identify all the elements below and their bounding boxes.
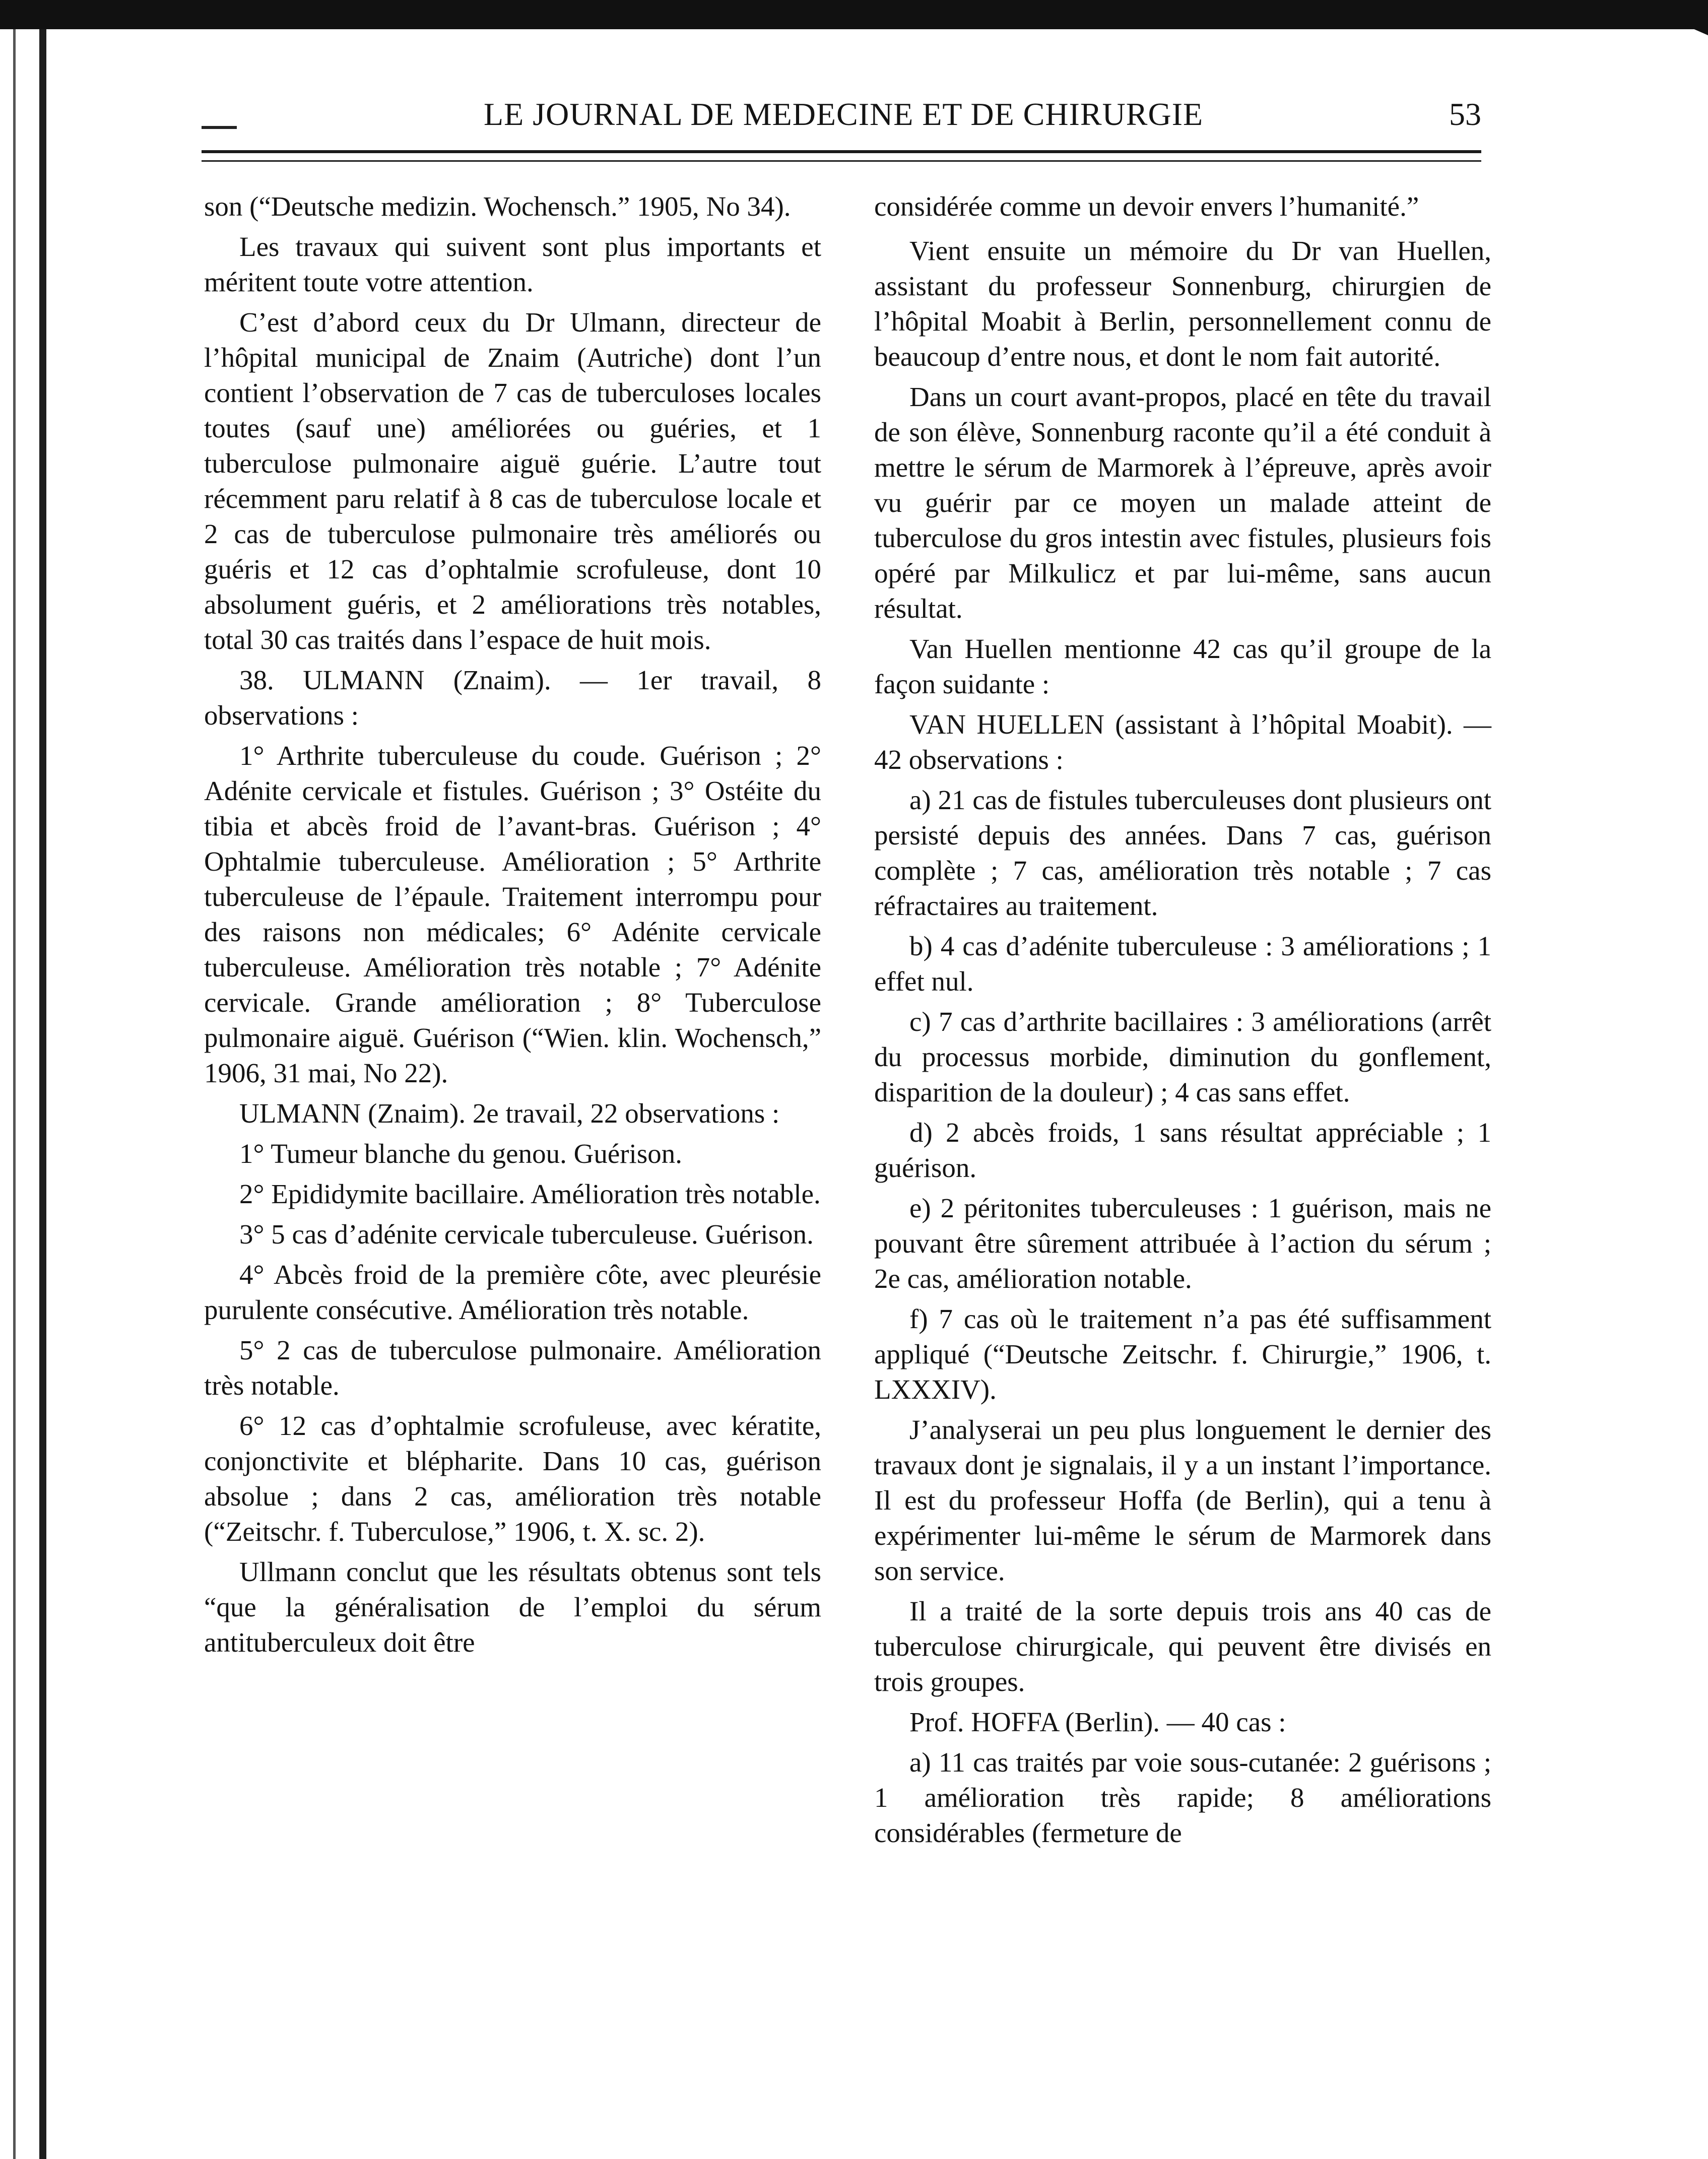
paragraph: a) 11 cas traités par voie sous-cutanée: 2 guérisons ; 1 amélioration très rapide; 8 améliorations considérables (fermeture de bbox=[874, 1747, 1491, 1848]
paragraph: f) 7 cas où le traitement n’a pas été suffisamment appliqué (“Deutsche Zeitschr. f. Chirurgie,” 1906, t. LXXXIV). bbox=[874, 1303, 1491, 1405]
paragraph: 1° Arthrite tuberculeuse du coude. Guérison ; 2° Adénite cervicale et fistules. Guérison ; 3° Ostéite du tibia et abcès froid de l’avant-bras. Guérison ; 4° Ophtalmie tuberculeuse. Amélioration ; 5° Arthrite tuberculeuse de l’épaule. Traitement interrompu pour des raisons non médicales; 6° Adénite cervicale tuberculeuse. Amélioration très notable ; 7° Adénite cervicale. Grande amélioration ; 8° Tuberculose pulmonaire aiguë. Guérison (“Wien. klin. Wochensch,” 1906, 31 mai, No 22). bbox=[204, 740, 821, 1088]
paragraph: Prof. HOFFA (Berlin). — 40 cas : bbox=[909, 1707, 1286, 1737]
paragraph: 38. ULMANN (Znaim). — 1er travail, 8 observations : bbox=[204, 665, 821, 731]
paragraph: considérée comme un devoir envers l’humanité.” bbox=[874, 191, 1419, 222]
paragraph: d) 2 abcès froids, 1 sans résultat appréciable ; 1 guérison. bbox=[874, 1117, 1491, 1183]
paragraph: son (“Deutsche medizin. Wochensch.” 1905, No 34). bbox=[204, 191, 791, 222]
paragraph: 6° 12 cas d’ophtalmie scrofuleuse, avec kératite, conjonctivite et blépharite. Dans 10 cas, guérison absolue ; dans 2 cas, amélioration très notable (“Zeitschr. f. Tuberculose,” 1906, t. X. sc. 2). bbox=[204, 1410, 821, 1547]
header-mark bbox=[202, 126, 237, 129]
paragraph: 3° 5 cas d’adénite cervicale tuberculeuse. Guérison. bbox=[239, 1219, 814, 1250]
right-column bbox=[874, 189, 1491, 1856]
running-title: LE JOURNAL DE MEDECINE ET DE CHIRURGIE bbox=[484, 96, 1204, 132]
paragraph: C’est d’abord ceux du Dr Ulmann, directeur de l’hôpital municipal de Znaim (Autriche) dont l’un contient l’observation de 7 cas de tuberculoses locales toutes (sauf une) améliorées ou guéries, et 1 tuberculose pulmonaire aiguë guérie. L’autre tout récemment paru relatif à 8 cas de tuberculose locale et 2 cas de tuberculose pulmonaire très améliorés ou guéris et 12 cas d’ophtalmie scrofuleuse, dont 10 absolument guéris, et 2 améliorations très notables, total 30 cas traités dans l’espace de huit mois. bbox=[204, 307, 821, 655]
scan-binding-edge-outer bbox=[13, 29, 16, 2159]
scan-binding-edge bbox=[39, 29, 46, 2159]
paragraph: Ullmann conclut que les résultats obtenus sont tels “que la généralisation de l’emploi du sérum antituberculeux doit être bbox=[204, 1556, 821, 1658]
paragraph: Van Huellen mentionne 42 cas qu’il groupe de la façon suidante : bbox=[874, 633, 1491, 699]
paragraph: J’analyserai un peu plus longuement le dernier des travaux dont je signalais, il y a un instant l’importance. Il est du professeur Hoffa (de Berlin), qui a tenu à expérimenter lui-même le sérum de Marmorek dans son service. bbox=[874, 1414, 1491, 1586]
paragraph: 1° Tumeur blanche du genou. Guérison. bbox=[239, 1138, 682, 1169]
paragraph: Dans un court avant-propos, placé en tête du travail de son élève, Sonnenburg raconte qu’il a été conduit à mettre le sérum de Marmorek à l’épreuve, après avoir vu guérir par ce moyen un malade atteint de tuberculose du gros intestin avec fistules, plusieurs fois opéré par Milkulicz et par lui-même, sans aucun résultat. bbox=[874, 381, 1491, 624]
paragraph: b) 4 cas d’adénite tuberculeuse : 3 améliorations ; 1 effet nul. bbox=[874, 931, 1491, 997]
paragraph: Vient ensuite un mémoire du Dr van Huellen, assistant du professeur Sonnenburg, chirurgien de l’hôpital Moabit à Berlin, personnellement connu de beaucoup d’entre nous, et dont le nom fait autorité. bbox=[874, 235, 1491, 372]
paragraph: Il a traité de la sorte depuis trois ans 40 cas de tuberculose chirurgicale, qui peuvent être divisés en trois groupes. bbox=[874, 1596, 1491, 1697]
header-rule-thin bbox=[202, 160, 1481, 162]
page-number: 53 bbox=[1449, 96, 1481, 132]
scan-top-border bbox=[0, 0, 1708, 29]
paragraph: Les travaux qui suivent sont plus importants et méritent toute votre attention. bbox=[204, 231, 821, 297]
page-header bbox=[202, 91, 1481, 151]
scan-corner-artifact bbox=[1627, 0, 1708, 35]
paragraph: VAN HUELLEN (assistant à l’hôpital Moabit). — 42 observations : bbox=[874, 709, 1491, 775]
header-rule-thick bbox=[202, 150, 1481, 153]
paragraph: c) 7 cas d’arthrite bacillaires : 3 améliorations (arrêt du processus morbide, diminution du gonflement, disparition de la douleur) ; 4 cas sans effet. bbox=[874, 1006, 1491, 1107]
paragraph: 4° Abcès froid de la première côte, avec pleurésie purulente consécutive. Amélioration très notable. bbox=[204, 1259, 821, 1325]
paragraph: ULMANN (Znaim). 2e travail, 22 observations : bbox=[239, 1098, 780, 1129]
left-column bbox=[204, 189, 821, 1665]
paragraph: 5° 2 cas de tuberculose pulmonaire. Amélioration très notable. bbox=[204, 1335, 821, 1401]
paragraph: e) 2 péritonites tuberculeuses : 1 guérison, mais ne pouvant être sûrement attribuée à l’action du sérum ; 2e cas, amélioration notable. bbox=[874, 1193, 1491, 1294]
paragraph: a) 21 cas de fistules tuberculeuses dont plusieurs ont persisté depuis des années. Dans 7 cas, guérison complète ; 7 cas, amélioration très notable ; 7 cas réfractaires au traitement. bbox=[874, 784, 1491, 921]
paragraph: 2° Epididymite bacillaire. Amélioration très notable. bbox=[239, 1179, 821, 1209]
